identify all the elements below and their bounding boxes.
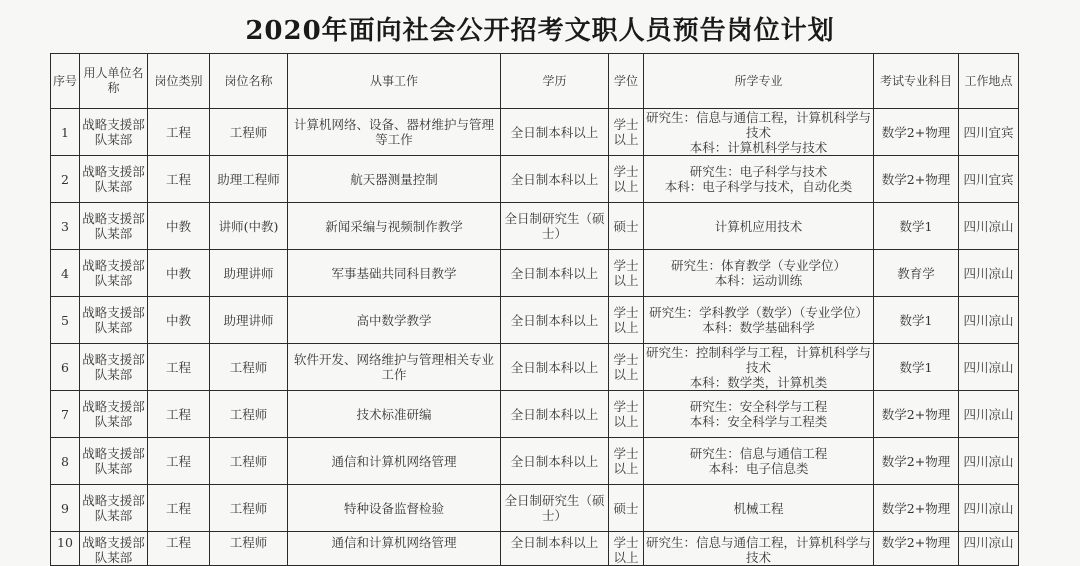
header-no: 序号 — [51, 54, 80, 109]
table-row — [51, 344, 1019, 391]
cell-degree: 学士以上 — [609, 156, 644, 203]
cell-no: 4 — [51, 250, 80, 297]
cell-location: 四川凉山 — [959, 203, 1019, 250]
table-row — [51, 391, 1019, 438]
cell-major — [644, 532, 874, 566]
cell-location: 四川凉山 — [959, 297, 1019, 344]
cell-degree: 硕士 — [609, 203, 644, 250]
cell-category: 中教 — [148, 297, 210, 344]
table-body — [51, 109, 1019, 566]
cell-education: 全日制本科以上 — [501, 250, 609, 297]
cell-category: 工程 — [148, 485, 210, 532]
cell-position: 工程师 — [210, 438, 288, 485]
cell-no: 2 — [51, 156, 80, 203]
cell-category: 工程 — [148, 344, 210, 391]
header-row — [51, 54, 1019, 109]
cell-degree: 学士以上 — [609, 109, 644, 156]
cell-subject: 数学2+物理 — [874, 438, 959, 485]
cell-subject: 数学2+物理 — [874, 391, 959, 438]
cell-no: 9 — [51, 485, 80, 532]
cell-subject: 数学1 — [874, 203, 959, 250]
position-plan-table — [50, 53, 1019, 566]
major-line: 研究生：信息与通信工程，计算机科学与技术 — [646, 535, 872, 565]
major-line: 本科：安全科学与工程类 — [689, 414, 828, 429]
header-position: 岗位名称 — [210, 54, 288, 109]
major-line: 研究生：电子科学与技术 — [689, 164, 828, 179]
cell-location: 四川凉山 — [959, 344, 1019, 391]
major-line: 机械工程 — [733, 500, 784, 516]
table-row — [51, 438, 1019, 485]
cell-major — [644, 485, 874, 532]
cell-subject: 数学2+物理 — [874, 156, 959, 203]
major-line: 研究生：信息与通信工程 — [689, 446, 828, 461]
cell-unit: 战略支援部队某部 — [80, 438, 148, 485]
cell-no: 1 — [51, 109, 80, 156]
cell-education: 全日制本科以上 — [501, 438, 609, 485]
table-row — [51, 485, 1019, 532]
cell-location: 四川凉山 — [959, 250, 1019, 297]
header-education: 学历 — [501, 54, 609, 109]
table-row — [51, 203, 1019, 250]
cell-unit: 战略支援部队某部 — [80, 156, 148, 203]
cell-major — [644, 203, 874, 250]
cell-work: 计算机网络、设备、器材维护与管理等工作 — [288, 109, 501, 156]
cell-major — [644, 109, 874, 156]
cell-degree: 学士以上 — [609, 297, 644, 344]
cell-no: 5 — [51, 297, 80, 344]
cell-work: 通信和计算机网络管理 — [288, 532, 501, 566]
major-line: 本科：运动训练 — [714, 273, 803, 288]
cell-position: 工程师 — [210, 485, 288, 532]
cell-no: 3 — [51, 203, 80, 250]
header-degree: 学位 — [609, 54, 644, 109]
cell-work: 通信和计算机网络管理 — [288, 438, 501, 485]
cell-category: 中教 — [148, 203, 210, 250]
cell-work: 高中数学教学 — [288, 297, 501, 344]
cell-position: 助理工程师 — [210, 156, 288, 203]
cell-work: 技术标准研编 — [288, 391, 501, 438]
cell-subject: 教育学 — [874, 250, 959, 297]
cell-location: 四川宜宾 — [959, 109, 1019, 156]
cell-work: 军事基础共同科目教学 — [288, 250, 501, 297]
cell-unit: 战略支援部队某部 — [80, 297, 148, 344]
major-line: 本科：电子信息类 — [708, 461, 809, 476]
table-row — [51, 109, 1019, 156]
header-subject: 考试专业科目 — [874, 54, 959, 109]
cell-education: 全日制本科以上 — [501, 297, 609, 344]
cell-position: 助理讲师 — [210, 250, 288, 297]
cell-subject: 数学2+物理 — [874, 532, 959, 566]
major-line: 本科：计算机科学与技术 — [689, 139, 828, 155]
cell-position: 工程师 — [210, 532, 288, 566]
cell-position: 讲师(中教) — [210, 203, 288, 250]
cell-position: 助理讲师 — [210, 297, 288, 344]
major-line: 本科：电子科学与技术，自动化类 — [664, 179, 853, 194]
cell-subject: 数学1 — [874, 297, 959, 344]
cell-degree: 学士以上 — [609, 391, 644, 438]
cell-unit: 战略支援部队某部 — [80, 485, 148, 532]
cell-category: 工程 — [148, 532, 210, 566]
cell-category: 工程 — [148, 391, 210, 438]
major-line: 本科：数学基础科学 — [702, 320, 815, 335]
cell-work: 新闻采编与视频制作教学 — [288, 203, 501, 250]
cell-degree: 学士以上 — [609, 344, 644, 391]
cell-degree: 学士以上 — [609, 532, 644, 566]
cell-position: 工程师 — [210, 391, 288, 438]
cell-category: 工程 — [148, 438, 210, 485]
cell-location: 四川凉山 — [959, 438, 1019, 485]
major-line: 研究生：学科教学（数学）（专业学位） — [649, 305, 868, 320]
cell-unit: 战略支援部队某部 — [80, 250, 148, 297]
header-work: 从事工作 — [288, 54, 501, 109]
cell-subject: 数学1 — [874, 344, 959, 391]
cell-major — [644, 156, 874, 203]
cell-no: 7 — [51, 391, 80, 438]
cell-major — [644, 344, 874, 391]
cell-major — [644, 297, 874, 344]
page-title: 2020年面向社会公开招考文职人员预告岗位计划 — [245, 16, 835, 46]
major-line: 研究生：安全科学与工程 — [689, 399, 828, 414]
major-line: 研究生：体育教学（专业学位） — [670, 258, 846, 273]
cell-education: 全日制本科以上 — [501, 344, 609, 391]
header-unit: 用人单位名 称 — [80, 54, 148, 109]
cell-unit: 战略支援部队某部 — [80, 391, 148, 438]
cell-position: 工程师 — [210, 344, 288, 391]
cell-work: 航天器测量控制 — [288, 156, 501, 203]
cell-work: 软件开发、网络维护与管理相关专业工作 — [288, 344, 501, 391]
cell-major — [644, 438, 874, 485]
cell-location: 四川宜宾 — [959, 156, 1019, 203]
cell-no: 10 — [51, 532, 80, 566]
cell-unit: 战略支援部队某部 — [80, 109, 148, 156]
cell-subject: 数学2+物理 — [874, 485, 959, 532]
cell-unit: 战略支援部队某部 — [80, 532, 148, 566]
cell-location: 四川凉山 — [959, 532, 1019, 566]
cell-major — [644, 250, 874, 297]
table-row — [51, 532, 1019, 566]
cell-degree: 学士以上 — [609, 250, 644, 297]
header-location: 工作地点 — [959, 54, 1019, 109]
cell-degree: 学士以上 — [609, 438, 644, 485]
cell-unit: 战略支援部队某部 — [80, 344, 148, 391]
cell-subject: 数学2+物理 — [874, 109, 959, 156]
cell-degree: 硕士 — [609, 485, 644, 532]
cell-education: 全日制本科以上 — [501, 532, 609, 566]
cell-category: 中教 — [148, 250, 210, 297]
major-line: 研究生：控制科学与工程，计算机科学与技术 — [646, 344, 872, 375]
cell-no: 8 — [51, 438, 80, 485]
cell-education: 全日制本科以上 — [501, 156, 609, 203]
cell-location: 四川凉山 — [959, 391, 1019, 438]
cell-location: 四川凉山 — [959, 485, 1019, 532]
cell-category: 工程 — [148, 156, 210, 203]
table-row — [51, 156, 1019, 203]
cell-position: 工程师 — [210, 109, 288, 156]
major-line: 计算机应用技术 — [714, 218, 803, 234]
cell-education: 全日制研究生（硕士） — [501, 485, 609, 532]
cell-major — [644, 391, 874, 438]
header-major: 所学专业 — [644, 54, 874, 109]
major-line: 研究生：信息与通信工程，计算机科学与技术 — [646, 109, 872, 140]
cell-no: 6 — [51, 344, 80, 391]
major-line: 本科：数学类，计算机类 — [689, 374, 828, 390]
cell-work: 特种设备监督检验 — [288, 485, 501, 532]
cell-unit: 战略支援部队某部 — [80, 203, 148, 250]
cell-education: 全日制本科以上 — [501, 391, 609, 438]
cell-education: 全日制研究生（硕士） — [501, 203, 609, 250]
cell-category: 工程 — [148, 109, 210, 156]
header-category: 岗位类别 — [148, 54, 210, 109]
table-row — [51, 297, 1019, 344]
table-row — [51, 250, 1019, 297]
cell-education: 全日制本科以上 — [501, 109, 609, 156]
